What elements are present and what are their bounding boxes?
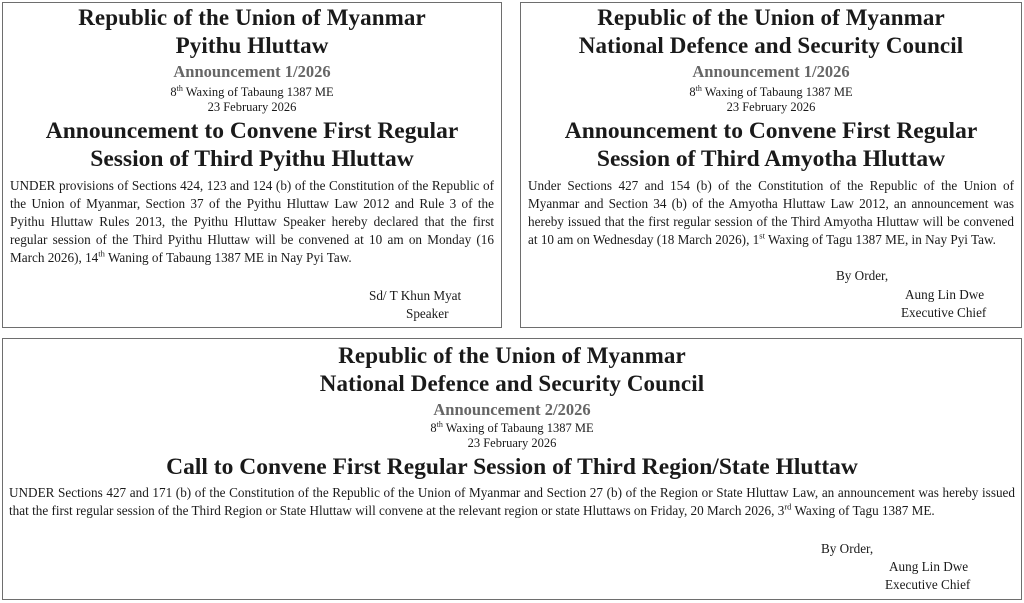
announcement-body: UNDER Sections 427 and 171 (b) of the Constitution of the Republic of the Union of Myanmar and Section 27 (b) of the Region or State Hluttaw Law, an announcement was hereby issued that the first regular session of the Third Region or State Hluttaw will convene at the relevant region or state Hluttaws on Friday, 20 March 2026, 3rd Waxing of Tagu 1387 ME.	[9, 485, 1015, 518]
announcement-pyithu-hluttaw	[2, 2, 502, 328]
republic-heading: Republic of the Union of Myanmar	[338, 343, 686, 368]
announcement-title: Call to Convene First Regular Session of Third Region/State Hluttaw	[166, 454, 858, 480]
announcement-title-line-2: Session of Third Amyotha Hluttaw	[596, 146, 946, 172]
gregorian-date: 23 February 2026	[207, 100, 297, 114]
myanmar-date: 8th Waxing of Tabaung 1387 ME	[430, 419, 594, 435]
announcement-body: UNDER provisions of Sections 424, 123 and 124 (b) of the Constitution of the Republic of the Union of Myanmar, Section 37 of the Pyithu Hluttaw Law 2012 and Rule 3 of the Pyithu Hluttaw Rules 2013, the Pyithu Hluttaw Speaker hereby declared that the first regular session of the Third Pyithu Hluttaw will be convened at 10 am on Monday (16 March 2026), 14th Waning of Tabaung 1387 ME in Nay Pyi Taw.	[10, 178, 494, 265]
announcement-amyotha-hluttaw	[520, 2, 1022, 328]
myanmar-date: 8th Waxing of Tabaung 1387 ME	[170, 83, 334, 99]
gregorian-date: 23 February 2026	[467, 436, 557, 450]
republic-heading: Republic of the Union of Myanmar	[597, 5, 945, 30]
by-order-label: By Order,	[836, 268, 889, 283]
announcement-region-state-hluttaw	[2, 338, 1022, 600]
signatory-title: Speaker	[406, 306, 449, 321]
announcement-body: Under Sections 427 and 154 (b) of the Constitution of the Republic of the Union of Myanmar and Section 34 (b) of the Amyotha Hluttaw Law 2012, an announcement was hereby issued that the first regular session of the Third Amyotha Hluttaw will be convened at 10 am on Wednesday (18 March 2026), 1st Waxing of Tagu 1387 ME, in Nay Pyi Taw.	[528, 178, 1014, 247]
signatory-name: Aung Lin Dwe	[889, 559, 969, 574]
announcement-number: Announcement 1/2026	[692, 62, 850, 81]
announcement-title-line-1: Announcement to Convene First Regular	[45, 118, 459, 144]
gregorian-date: 23 February 2026	[726, 100, 816, 114]
signatory-title: Executive Chief	[885, 577, 971, 592]
republic-heading: Republic of the Union of Myanmar	[78, 5, 426, 30]
announcement-number: Announcement 2/2026	[433, 400, 591, 419]
by-order-label: By Order,	[821, 541, 874, 556]
issuing-body: National Defence and Security Council	[578, 33, 964, 58]
issuing-body: National Defence and Security Council	[319, 371, 705, 396]
signatory-name: Sd/ T Khun Myat	[369, 288, 462, 303]
issuing-body: Pyithu Hluttaw	[175, 33, 329, 58]
announcement-title-line-2: Session of Third Pyithu Hluttaw	[90, 146, 414, 172]
announcement-title-line-1: Announcement to Convene First Regular	[564, 118, 978, 144]
announcement-number: Announcement 1/2026	[173, 62, 331, 81]
signatory-name: Aung Lin Dwe	[905, 287, 985, 302]
signatory-title: Executive Chief	[901, 305, 987, 320]
myanmar-date: 8th Waxing of Tabaung 1387 ME	[689, 83, 853, 99]
